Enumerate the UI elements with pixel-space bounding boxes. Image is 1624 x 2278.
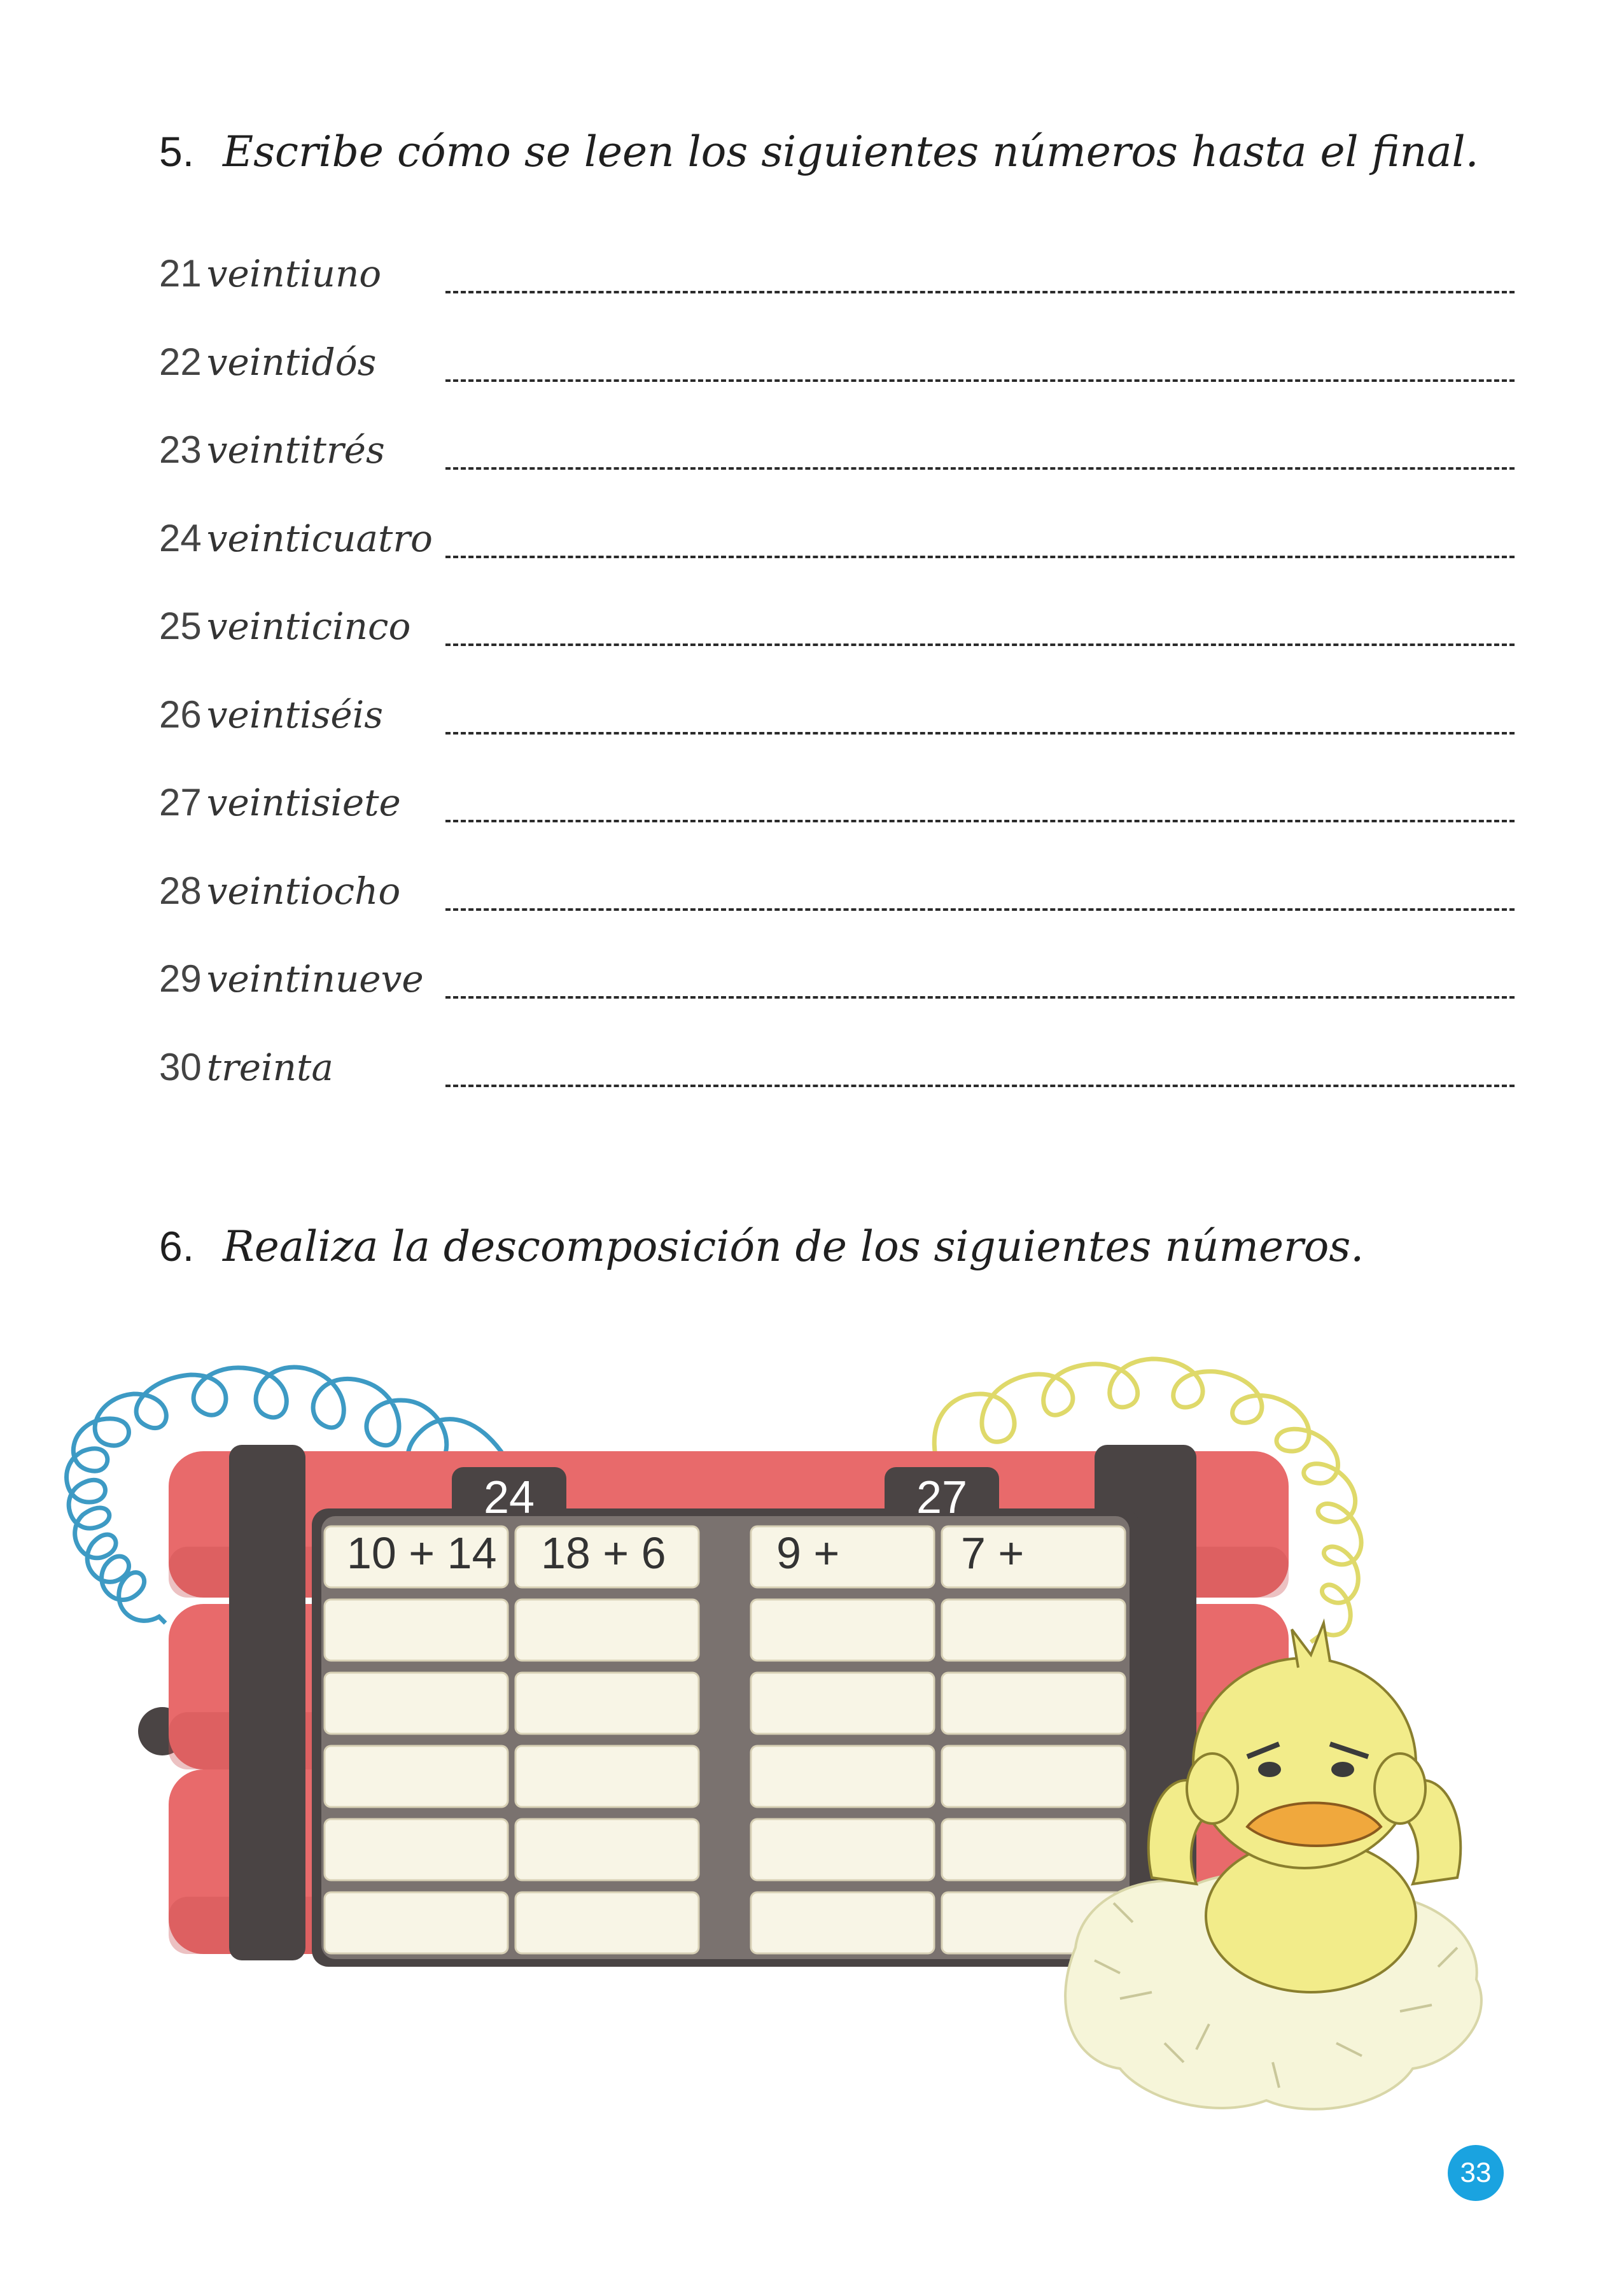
row-word: veintinueve (206, 957, 424, 1001)
question-5-number: 5. (159, 128, 195, 175)
row-word: veinticuatro (206, 516, 433, 560)
decompose-number-left: 24 (483, 1472, 535, 1523)
question-6-title (159, 1222, 1364, 1271)
page-number: 33 (1448, 2145, 1504, 2201)
row-number: 30 (159, 1045, 202, 1088)
word-row-23 (159, 428, 1515, 516)
row-word: treinta (206, 1045, 333, 1089)
dynamite-illustration (0, 1324, 1624, 2139)
row-word: veintiocho (206, 869, 401, 913)
row-number: 26 (159, 693, 202, 736)
answer-line[interactable] (445, 732, 1515, 735)
cell-left-b: 18 + 6 (541, 1528, 666, 1578)
answer-line[interactable] (445, 643, 1515, 646)
question-5-text: Escribe cómo se leen los siguientes números hasta el final. (223, 127, 1479, 176)
answer-line[interactable] (445, 820, 1515, 822)
row-number: 24 (159, 516, 202, 559)
row-word: veintiuno (206, 252, 382, 295)
word-row-30 (159, 1045, 1515, 1134)
cell-left-a: 10 + 14 (347, 1528, 497, 1578)
answer-line[interactable] (445, 1085, 1515, 1087)
question-6-text: Realiza la descomposición de los siguientes números. (223, 1222, 1364, 1271)
word-row-26 (159, 693, 1515, 781)
question-6-number: 6. (159, 1223, 195, 1270)
word-row-28 (159, 869, 1515, 957)
decompose-number-right: 27 (916, 1472, 968, 1523)
answer-line[interactable] (445, 379, 1515, 382)
dynamite-band-left (229, 1445, 305, 1960)
word-row-27 (159, 780, 1515, 869)
row-word: veinticinco (206, 605, 411, 648)
word-row-22 (159, 340, 1515, 428)
word-row-25 (159, 604, 1515, 693)
question-5-title (159, 127, 1479, 176)
row-number: 25 (159, 605, 202, 647)
row-number: 23 (159, 428, 202, 471)
word-row-21 (159, 251, 1515, 340)
answer-line[interactable] (445, 291, 1515, 293)
word-row-24 (159, 516, 1515, 605)
row-word: veintidós (206, 340, 377, 384)
answer-line[interactable] (445, 908, 1515, 911)
answer-line[interactable] (445, 996, 1515, 999)
row-number: 28 (159, 869, 202, 912)
word-row-29 (159, 957, 1515, 1045)
number-words-list (159, 251, 1515, 1133)
row-number: 22 (159, 340, 202, 383)
row-word: veintitrés (206, 428, 385, 472)
answer-line[interactable] (445, 556, 1515, 558)
row-number: 29 (159, 957, 202, 1000)
row-number: 27 (159, 781, 202, 824)
cell-right-b: 7 + (961, 1528, 1025, 1578)
row-number: 21 (159, 252, 202, 295)
answer-line[interactable] (445, 467, 1515, 470)
row-word: veintisiete (206, 781, 401, 824)
row-word: veintiséis (206, 693, 384, 736)
cell-right-a: 9 + (776, 1528, 840, 1578)
